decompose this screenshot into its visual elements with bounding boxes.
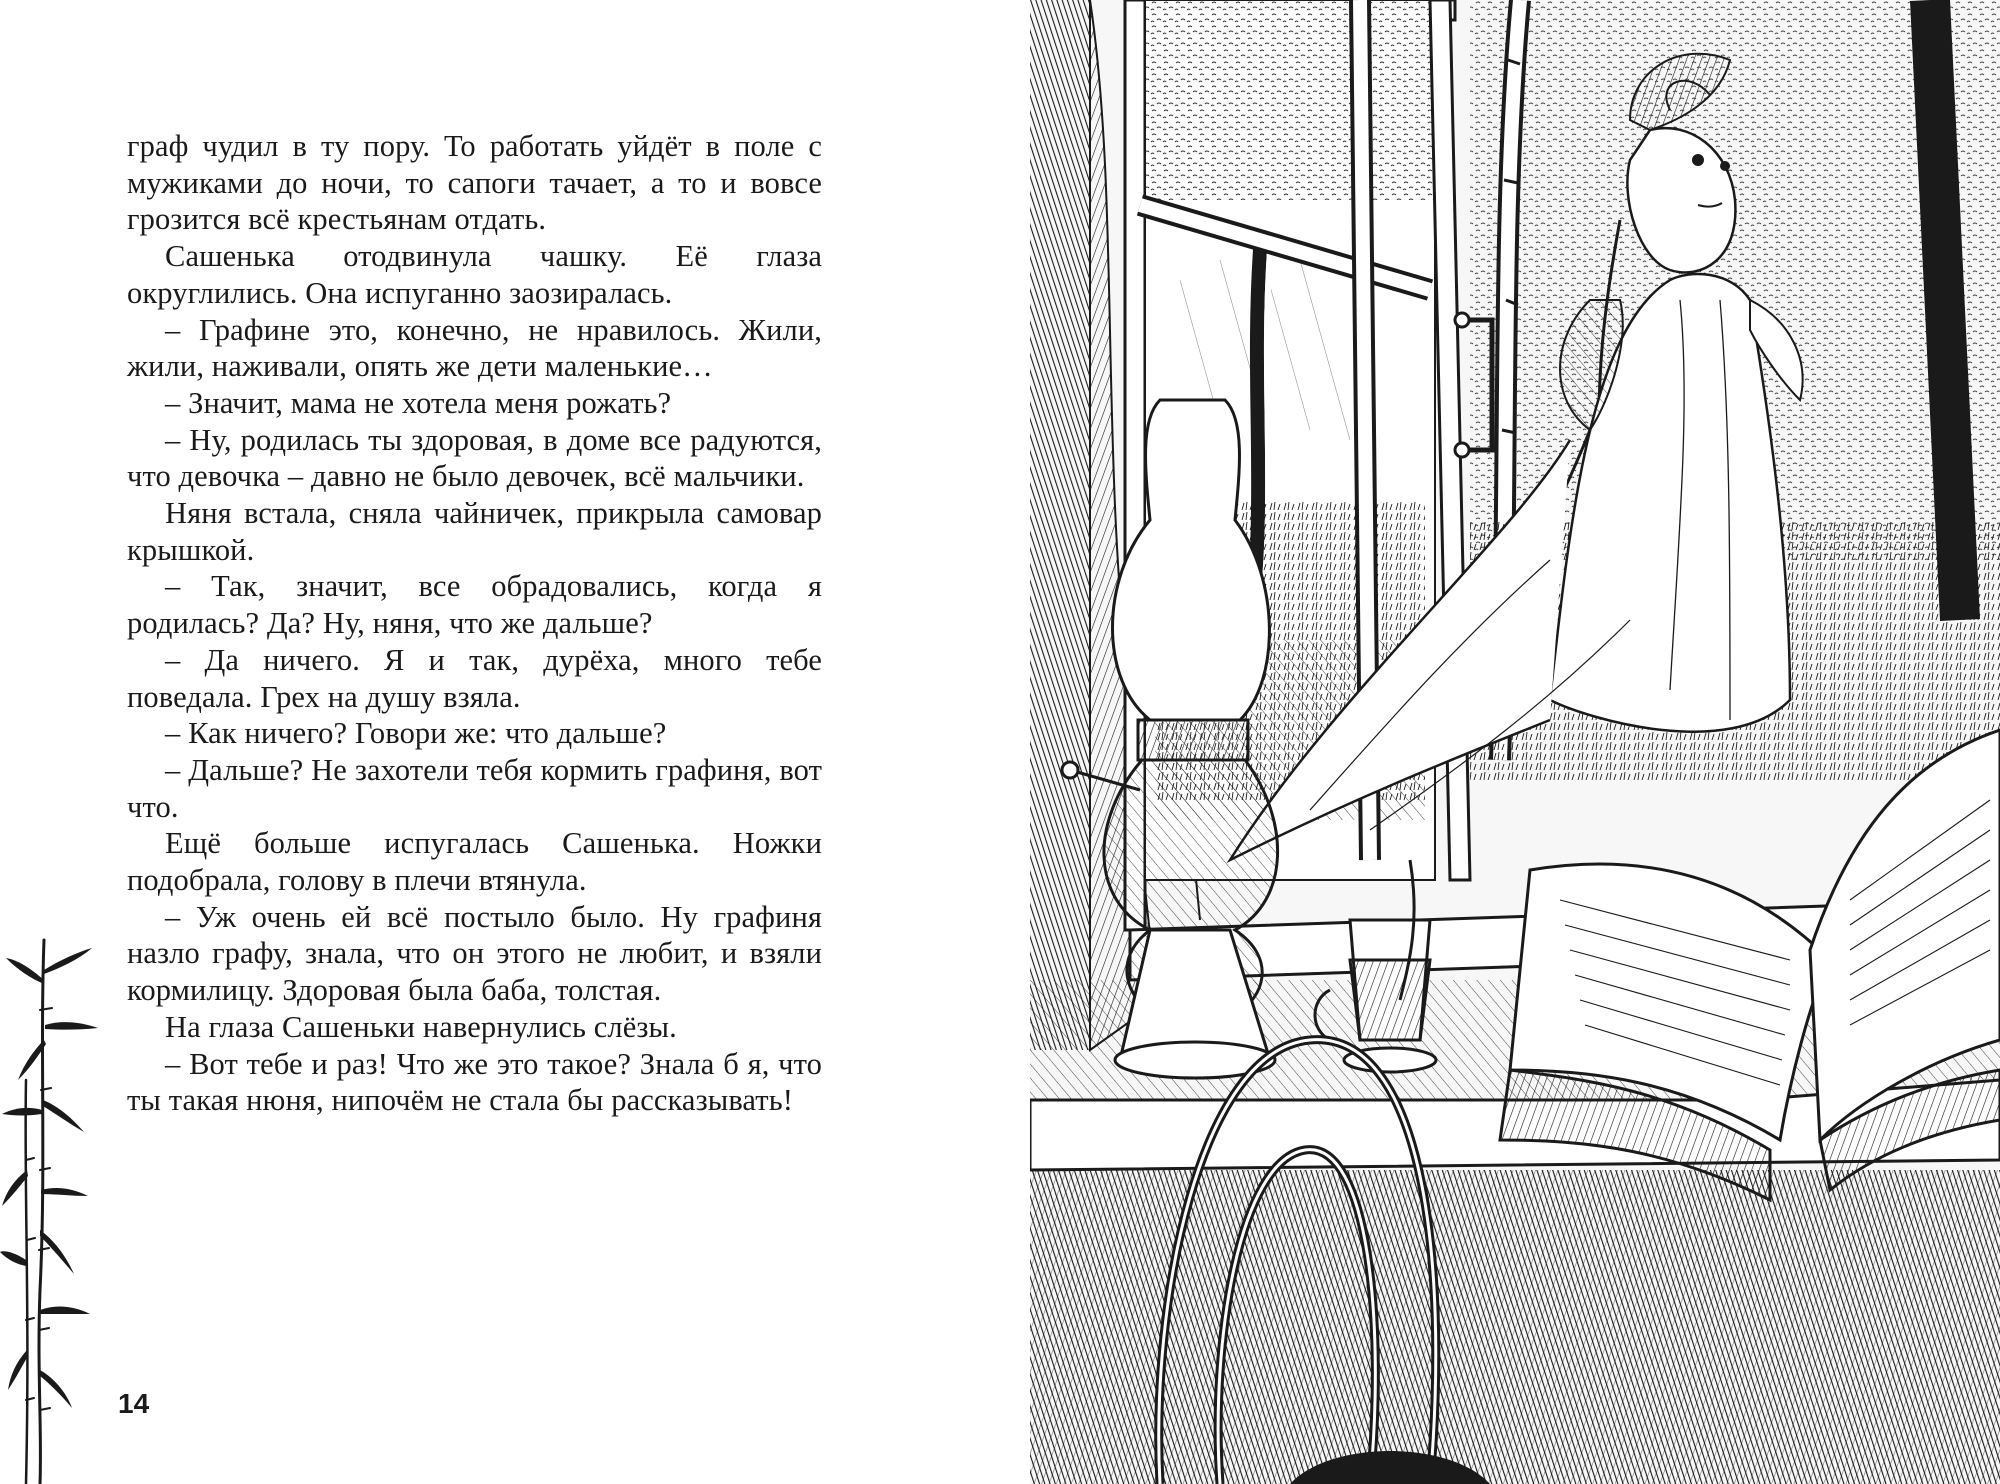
paragraph: – Так, значит, все обрадовались, когда я родилась? Да? Ну, няня, что же дальше? (127, 569, 822, 641)
page-number: 14 (118, 1388, 150, 1419)
illustration (1030, 0, 2000, 1484)
paragraph: Ещё больше испугалась Сашенька. Ножки подобрала, голову в плечи втянула. (127, 826, 822, 898)
paragraph: Няня встала, сняла чайничек, прикрыла самовар крышкой. (127, 496, 822, 567)
paragraph: – Графине это, конечно, не нравилось. Жили, жили, наживали, опять же дети маленькие… (127, 312, 822, 384)
paragraph: – Да ничего. Я и так, дурёха, много тебе поведала. Грех на душу взяла. (127, 642, 822, 714)
bamboo-decoration (0, 930, 110, 1484)
paragraph: – Ну, родилась ты здоровая, в доме все радуются, что девочка – давно не было девочек, всё мальчики. (127, 422, 822, 494)
text-block (127, 128, 822, 1119)
paragraph: – Как ничего? Говори же: что дальше? (165, 716, 667, 751)
paragraph: Сашенька отодвинула чашку. Её глаза округлились. Она испуганно заозиралась. (127, 239, 822, 310)
paragraph: – Вот тебе и раз! Что же это такое? Знала б я, что ты такая нюня, нипочём не стала бы рассказывать! (127, 1046, 822, 1118)
paragraph: – Дальше? Не захотели тебя кормить графиня, вот что. (127, 752, 822, 824)
paragraph: – Уж очень ей всё постыло было. Ну графиня назло графу, знала, что он этого не любит, и взяли кормилицу. Здоровая была баба, толстая. (127, 899, 822, 1008)
right-page (1030, 0, 2000, 1484)
paragraph: На глаза Сашеньки навернулись слёзы. (165, 1009, 677, 1044)
paragraph: – Значит, мама не хотела меня рожать? (165, 385, 672, 420)
paragraph: граф чудил в ту пору. То работать уйдёт в поле с мужиками до ночи, то сапоги тачает, а то и вовсе грозится всё крестьянам отдать. (127, 129, 822, 237)
